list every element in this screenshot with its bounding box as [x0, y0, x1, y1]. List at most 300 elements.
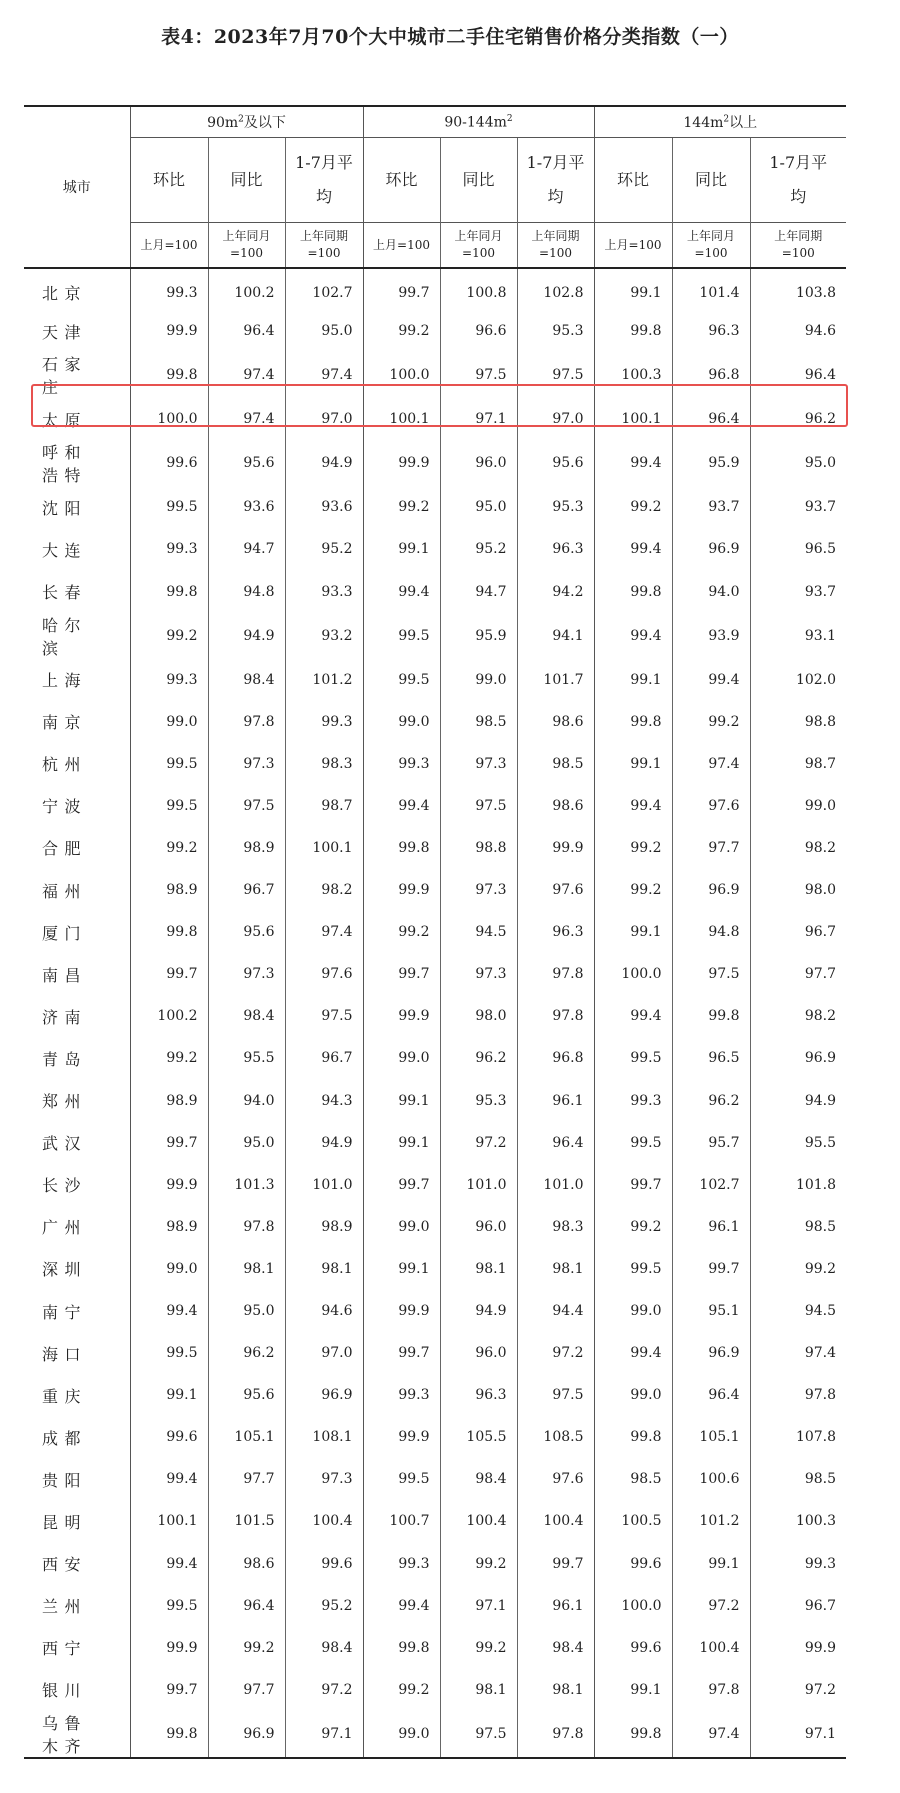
value-cell: 97.3: [285, 1458, 363, 1500]
value-cell: 97.5: [672, 953, 750, 995]
value-cell: 97.0: [517, 398, 594, 440]
table-row: [24, 1122, 846, 1164]
value-cell: 99.4: [130, 1543, 208, 1585]
value-cell: 93.6: [285, 486, 363, 528]
table-row: [24, 570, 846, 612]
value-cell: 101.7: [517, 659, 594, 701]
value-cell: 100.1: [594, 398, 672, 440]
city-cell: 广州: [42, 1218, 82, 1238]
value-cell: 94.3: [285, 1080, 363, 1122]
value-cell: 97.7: [208, 1458, 285, 1500]
value-cell: 97.8: [750, 1374, 846, 1416]
value-cell: 98.8: [440, 827, 517, 869]
value-cell: 99.0: [363, 1711, 440, 1758]
table-row: [24, 1290, 846, 1332]
base-yoy: 上年同月 =100: [208, 223, 285, 269]
value-cell: 94.9: [285, 440, 363, 486]
value-cell: 100.1: [285, 827, 363, 869]
value-cell: 99.8: [130, 352, 208, 398]
value-cell: 99.2: [363, 310, 440, 352]
table-row: [24, 659, 846, 701]
value-cell: 108.5: [517, 1416, 594, 1458]
value-cell: 99.1: [363, 1248, 440, 1290]
value-cell: 93.2: [285, 613, 363, 659]
value-cell: 100.4: [672, 1627, 750, 1669]
table-body: [24, 268, 846, 1758]
value-cell: 98.4: [285, 1627, 363, 1669]
value-cell: 100.1: [363, 398, 440, 440]
value-cell: 99.2: [130, 613, 208, 659]
value-cell: 95.6: [517, 440, 594, 486]
value-cell: 94.0: [208, 1080, 285, 1122]
value-cell: 97.4: [208, 398, 285, 440]
value-cell: 97.8: [517, 953, 594, 995]
value-cell: 99.9: [363, 869, 440, 911]
table-row: [24, 1164, 846, 1206]
value-cell: 97.1: [440, 398, 517, 440]
value-cell: 99.6: [130, 1416, 208, 1458]
value-cell: 99.9: [130, 1627, 208, 1669]
value-cell: 105.5: [440, 1416, 517, 1458]
value-cell: 99.2: [130, 1037, 208, 1079]
table-row: [24, 1458, 846, 1500]
city-cell: 南昌: [42, 965, 82, 985]
value-cell: 99.7: [594, 1164, 672, 1206]
value-cell: 99.7: [363, 1164, 440, 1206]
value-cell: 99.8: [594, 701, 672, 743]
value-cell: 99.5: [130, 785, 208, 827]
value-cell: 97.5: [208, 785, 285, 827]
value-cell: 96.6: [440, 310, 517, 352]
value-cell: 96.0: [440, 1332, 517, 1374]
value-cell: 99.4: [594, 440, 672, 486]
value-cell: 98.1: [440, 1669, 517, 1711]
value-cell: 95.0: [208, 1122, 285, 1164]
base-avg: 上年同期 =100: [750, 223, 846, 269]
value-cell: 99.0: [130, 701, 208, 743]
value-cell: 96.4: [672, 398, 750, 440]
value-cell: 95.3: [517, 486, 594, 528]
value-cell: 99.2: [594, 1206, 672, 1248]
value-cell: 98.1: [285, 1248, 363, 1290]
value-cell: 97.8: [517, 995, 594, 1037]
city-cell: 太原: [42, 410, 82, 430]
value-cell: 98.1: [208, 1248, 285, 1290]
value-cell: 99.4: [130, 1290, 208, 1332]
value-cell: 98.8: [750, 701, 846, 743]
value-cell: 99.1: [594, 1669, 672, 1711]
base-avg: 上年同期 =100: [517, 223, 594, 269]
value-cell: 98.7: [285, 785, 363, 827]
value-cell: 101.0: [285, 1164, 363, 1206]
value-cell: 96.2: [672, 1080, 750, 1122]
value-cell: 95.0: [750, 440, 846, 486]
value-cell: 97.4: [672, 743, 750, 785]
value-cell: 99.3: [130, 659, 208, 701]
table-row: [24, 1332, 846, 1374]
value-cell: 99.4: [363, 785, 440, 827]
value-cell: 102.0: [750, 659, 846, 701]
value-cell: 96.2: [440, 1037, 517, 1079]
value-cell: 95.2: [285, 528, 363, 570]
table-row: [24, 743, 846, 785]
value-cell: 96.4: [750, 352, 846, 398]
value-cell: 105.1: [208, 1416, 285, 1458]
value-cell: 98.6: [517, 701, 594, 743]
value-cell: 102.7: [285, 268, 363, 310]
base-mom: 上月=100: [130, 223, 208, 269]
city-cell: 郑州: [42, 1092, 82, 1112]
value-cell: 93.7: [750, 570, 846, 612]
value-cell: 102.7: [672, 1164, 750, 1206]
value-cell: 97.5: [285, 995, 363, 1037]
value-cell: 95.5: [208, 1037, 285, 1079]
value-cell: 99.7: [363, 268, 440, 310]
value-cell: 96.2: [750, 398, 846, 440]
value-cell: 101.2: [285, 659, 363, 701]
value-cell: 100.5: [594, 1500, 672, 1542]
value-cell: 94.6: [750, 310, 846, 352]
table-row: [24, 528, 846, 570]
value-cell: 96.0: [440, 1206, 517, 1248]
value-cell: 98.2: [750, 995, 846, 1037]
value-cell: 97.6: [672, 785, 750, 827]
table-row: [24, 1669, 846, 1711]
value-cell: 98.2: [750, 827, 846, 869]
value-cell: 99.2: [363, 486, 440, 528]
value-cell: 99.0: [750, 785, 846, 827]
value-cell: 99.6: [594, 1627, 672, 1669]
table-row: [24, 1416, 846, 1458]
city-cell: 重庆: [42, 1386, 82, 1406]
value-cell: 98.3: [285, 743, 363, 785]
city-cell: 合肥: [42, 839, 82, 859]
base-yoy: 上年同月 =100: [440, 223, 517, 269]
value-cell: 108.1: [285, 1416, 363, 1458]
value-cell: 94.7: [208, 528, 285, 570]
value-cell: 97.7: [750, 953, 846, 995]
table-title: 表4：2023年7月70个大中城市二手住宅销售价格分类指数（一）: [161, 26, 739, 48]
table-row: [24, 827, 846, 869]
value-cell: 99.9: [363, 1416, 440, 1458]
table-row: [24, 869, 846, 911]
value-cell: 95.6: [208, 911, 285, 953]
table-row: [24, 1627, 846, 1669]
value-cell: 94.2: [517, 570, 594, 612]
value-cell: 98.0: [440, 995, 517, 1037]
value-cell: 99.5: [594, 1122, 672, 1164]
value-cell: 96.2: [208, 1332, 285, 1374]
value-cell: 100.4: [440, 1500, 517, 1542]
value-cell: 99.8: [594, 570, 672, 612]
value-cell: 101.8: [750, 1164, 846, 1206]
value-cell: 99.4: [672, 659, 750, 701]
city-cell: 石家庄: [42, 355, 82, 398]
base-mom: 上月=100: [594, 223, 672, 269]
city-cell: 呼和浩特: [42, 443, 82, 486]
city-cell: 上海: [42, 671, 82, 691]
value-cell: 97.1: [285, 1711, 363, 1758]
value-cell: 100.3: [594, 352, 672, 398]
city-header: 城市: [24, 106, 130, 268]
value-cell: 99.3: [363, 1543, 440, 1585]
value-cell: 99.9: [517, 827, 594, 869]
value-cell: 93.6: [208, 486, 285, 528]
value-cell: 98.9: [130, 869, 208, 911]
value-cell: 99.8: [130, 911, 208, 953]
value-cell: 97.8: [672, 1669, 750, 1711]
value-cell: 100.0: [130, 398, 208, 440]
value-cell: 99.0: [363, 1206, 440, 1248]
value-cell: 97.6: [285, 953, 363, 995]
value-cell: 99.2: [594, 827, 672, 869]
value-cell: 95.0: [285, 310, 363, 352]
city-cell: 成都: [42, 1428, 82, 1448]
value-cell: 99.1: [594, 659, 672, 701]
value-cell: 98.5: [750, 1458, 846, 1500]
city-cell: 青岛: [42, 1049, 82, 1069]
table-row: [24, 310, 846, 352]
city-cell: 长沙: [42, 1176, 82, 1196]
city-cell: 厦门: [42, 923, 82, 943]
value-cell: 96.9: [208, 1711, 285, 1758]
value-cell: 97.4: [285, 352, 363, 398]
value-cell: 96.9: [672, 869, 750, 911]
value-cell: 99.4: [594, 528, 672, 570]
value-cell: 96.9: [672, 528, 750, 570]
col-mom-label: 环比: [594, 138, 672, 223]
value-cell: 98.9: [208, 827, 285, 869]
value-cell: 103.8: [750, 268, 846, 310]
value-cell: 97.3: [440, 953, 517, 995]
table-row: [24, 1374, 846, 1416]
value-cell: 98.6: [517, 785, 594, 827]
value-cell: 95.3: [517, 310, 594, 352]
value-cell: 99.1: [594, 268, 672, 310]
value-cell: 98.4: [208, 995, 285, 1037]
table-row: [24, 785, 846, 827]
table-row: [24, 953, 846, 995]
table-row: [24, 440, 846, 486]
value-cell: 99.5: [594, 1037, 672, 1079]
value-cell: 99.4: [363, 1585, 440, 1627]
value-cell: 100.2: [208, 268, 285, 310]
value-cell: 97.6: [517, 869, 594, 911]
value-cell: 98.1: [517, 1669, 594, 1711]
value-cell: 97.1: [440, 1585, 517, 1627]
value-cell: 97.8: [208, 701, 285, 743]
city-cell: 昆明: [42, 1512, 82, 1532]
value-cell: 99.0: [440, 659, 517, 701]
value-cell: 94.9: [208, 613, 285, 659]
value-cell: 99.1: [363, 1122, 440, 1164]
value-cell: 99.4: [130, 1458, 208, 1500]
value-cell: 99.9: [363, 440, 440, 486]
value-cell: 95.0: [208, 1290, 285, 1332]
value-cell: 94.8: [672, 911, 750, 953]
value-cell: 99.4: [594, 995, 672, 1037]
value-cell: 98.5: [594, 1458, 672, 1500]
value-cell: 101.2: [672, 1500, 750, 1542]
value-cell: 101.3: [208, 1164, 285, 1206]
value-cell: 99.2: [594, 486, 672, 528]
value-cell: 98.6: [208, 1543, 285, 1585]
value-cell: 96.4: [208, 1585, 285, 1627]
value-cell: 96.3: [440, 1374, 517, 1416]
value-cell: 98.9: [130, 1080, 208, 1122]
value-cell: 93.7: [672, 486, 750, 528]
city-cell: 西安: [42, 1555, 82, 1575]
value-cell: 99.5: [130, 1332, 208, 1374]
city-cell: 长春: [42, 583, 82, 603]
value-cell: 96.0: [440, 440, 517, 486]
col-yoy-label: 同比: [672, 138, 750, 223]
value-cell: 99.2: [363, 1669, 440, 1711]
value-cell: 97.2: [672, 1585, 750, 1627]
city-cell: 深圳: [42, 1260, 82, 1280]
value-cell: 99.1: [594, 743, 672, 785]
col-avg-label: 1-7月平 均: [517, 138, 594, 223]
price-index-table: [24, 105, 846, 1759]
value-cell: 107.8: [750, 1416, 846, 1458]
group-header-small: $90m^2$及以下: [130, 106, 363, 138]
value-cell: 100.6: [672, 1458, 750, 1500]
base-mom: 上月=100: [363, 223, 440, 269]
table-row: [24, 701, 846, 743]
value-cell: 99.9: [363, 995, 440, 1037]
table-row: [24, 1543, 846, 1585]
value-cell: 99.3: [285, 701, 363, 743]
value-cell: 96.3: [672, 310, 750, 352]
value-cell: 95.6: [208, 1374, 285, 1416]
value-cell: 99.1: [363, 528, 440, 570]
value-cell: 97.5: [517, 1374, 594, 1416]
value-cell: 98.9: [130, 1206, 208, 1248]
value-cell: 99.2: [750, 1248, 846, 1290]
value-cell: 96.3: [517, 528, 594, 570]
value-cell: 94.5: [440, 911, 517, 953]
table-row: [24, 1206, 846, 1248]
value-cell: 99.8: [672, 995, 750, 1037]
value-cell: 99.2: [440, 1627, 517, 1669]
value-cell: 99.5: [130, 486, 208, 528]
value-cell: 98.3: [517, 1206, 594, 1248]
value-cell: 96.1: [672, 1206, 750, 1248]
value-cell: 100.7: [363, 1500, 440, 1542]
value-cell: 99.8: [363, 1627, 440, 1669]
value-cell: 99.8: [363, 827, 440, 869]
value-cell: 97.5: [440, 1711, 517, 1758]
city-cell: 宁波: [42, 797, 82, 817]
value-cell: 98.4: [208, 659, 285, 701]
value-cell: 99.8: [594, 310, 672, 352]
value-cell: 97.2: [517, 1332, 594, 1374]
value-cell: 99.0: [594, 1374, 672, 1416]
col-mom-label: 环比: [363, 138, 440, 223]
value-cell: 100.2: [130, 995, 208, 1037]
value-cell: 96.8: [517, 1037, 594, 1079]
group-header-medium: $90-144m^2$: [363, 106, 594, 138]
value-cell: 95.7: [672, 1122, 750, 1164]
value-cell: 96.8: [672, 352, 750, 398]
value-cell: 100.3: [750, 1500, 846, 1542]
value-cell: 95.1: [672, 1290, 750, 1332]
value-cell: 99.0: [363, 1037, 440, 1079]
city-cell: 西宁: [42, 1639, 82, 1659]
value-cell: 98.4: [517, 1627, 594, 1669]
value-cell: 97.3: [440, 743, 517, 785]
value-cell: 95.2: [440, 528, 517, 570]
city-cell: 福州: [42, 881, 82, 901]
table-row: [24, 613, 846, 659]
highlight-box: [31, 384, 848, 427]
value-cell: 100.4: [285, 1500, 363, 1542]
value-cell: 100.0: [363, 352, 440, 398]
value-cell: 95.0: [440, 486, 517, 528]
value-cell: 99.5: [130, 1585, 208, 1627]
value-cell: 97.6: [517, 1458, 594, 1500]
value-cell: 94.8: [208, 570, 285, 612]
value-cell: 93.1: [750, 613, 846, 659]
value-cell: 98.7: [750, 743, 846, 785]
value-cell: 96.4: [208, 310, 285, 352]
value-cell: 99.7: [130, 1669, 208, 1711]
value-cell: 99.8: [130, 570, 208, 612]
value-cell: 96.5: [750, 528, 846, 570]
value-cell: 99.0: [594, 1290, 672, 1332]
table-row: [24, 486, 846, 528]
value-cell: 98.5: [517, 743, 594, 785]
value-cell: 99.9: [130, 310, 208, 352]
city-cell: 贵阳: [42, 1470, 82, 1490]
value-cell: 95.9: [440, 613, 517, 659]
value-cell: 99.1: [594, 911, 672, 953]
value-cell: 99.4: [363, 570, 440, 612]
value-cell: 95.5: [750, 1122, 846, 1164]
value-cell: 99.5: [363, 659, 440, 701]
value-cell: 99.3: [750, 1543, 846, 1585]
value-cell: 97.0: [285, 398, 363, 440]
value-cell: 99.5: [130, 743, 208, 785]
value-cell: 98.9: [285, 1206, 363, 1248]
value-cell: 97.0: [285, 1332, 363, 1374]
value-cell: 99.0: [130, 1248, 208, 1290]
city-cell: 南京: [42, 713, 82, 733]
value-cell: 96.7: [750, 1585, 846, 1627]
city-cell: 济南: [42, 1007, 82, 1027]
value-cell: 99.8: [130, 1711, 208, 1758]
value-cell: 94.7: [440, 570, 517, 612]
city-cell: 南宁: [42, 1302, 82, 1322]
value-cell: 102.8: [517, 268, 594, 310]
value-cell: 96.5: [672, 1037, 750, 1079]
value-cell: 101.4: [672, 268, 750, 310]
value-cell: 99.7: [130, 1122, 208, 1164]
value-cell: 99.8: [594, 1416, 672, 1458]
value-cell: 99.5: [363, 613, 440, 659]
value-cell: 98.2: [285, 869, 363, 911]
value-cell: 96.4: [517, 1122, 594, 1164]
value-cell: 99.3: [594, 1080, 672, 1122]
value-cell: 97.5: [440, 352, 517, 398]
col-yoy-label: 同比: [440, 138, 517, 223]
value-cell: 97.5: [440, 785, 517, 827]
value-cell: 99.9: [363, 1290, 440, 1332]
city-cell: 兰州: [42, 1597, 82, 1617]
base-yoy: 上年同月 =100: [672, 223, 750, 269]
value-cell: 97.7: [672, 827, 750, 869]
value-cell: 98.0: [750, 869, 846, 911]
